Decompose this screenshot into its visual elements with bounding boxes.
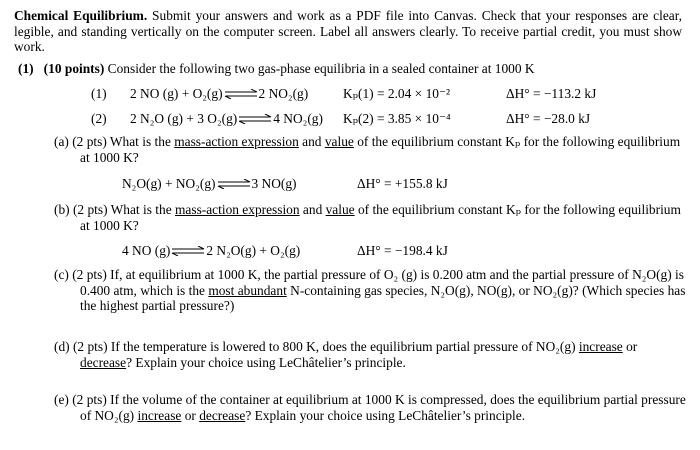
- reaction-2-equation: [130, 111, 323, 127]
- part-a-equation: N₂O(g) + NO₂(g) 3 NO(g): [122, 176, 297, 191]
- reaction-1-rhs: 2 NO₂(g): [258, 86, 309, 101]
- problem-1-header: [18, 61, 535, 77]
- part-b-equation: 4 NO (g) 2 N₂O(g) + O₂(g): [122, 243, 301, 258]
- problem-prompt: Consider the following two gas-phase equilibria in a sealed container at 1000 K: [107, 61, 535, 76]
- problem-number: (1): [18, 61, 34, 76]
- part-a-dh: ΔH° = +155.8 kJ: [357, 176, 448, 191]
- equilibrium-arrow-icon: [224, 89, 258, 99]
- part-b-question: (b) (2 pts) What is the mass-action expression and value of the equilibrium constant Kₚ for the following equilibrium at 1000 K?: [54, 202, 681, 233]
- part-b-dh: ΔH° = −198.4 kJ: [357, 243, 448, 258]
- intro-title: Chemical Equilibrium.: [14, 8, 148, 23]
- reaction-1-lhs: 2 NO (g) + O₂(g): [130, 86, 223, 101]
- reaction-2-label: (2): [91, 111, 107, 126]
- part-e-question: (e) (2 pts) If the volume of the container at equilibrium at 1000 K is compressed, does the equilibrium partial pressure of NO₂(g) increase or decrease? Explain your choice using LeChâtelier’s principle.: [54, 392, 686, 423]
- reaction-1-dh: ΔH° = −113.2 kJ: [506, 86, 597, 101]
- intro-paragraph: [14, 8, 682, 55]
- part-d-question: (d) (2 pts) If the temperature is lowered to 800 K, does the equilibrium partial pressure of NO₂(g) increase or decrease? Explain your choice using LeChâtelier’s principle.: [54, 339, 638, 370]
- equilibrium-arrow-icon: [238, 114, 272, 124]
- problem-points: (10 points): [43, 61, 105, 76]
- reaction-1-kp: Kₚ(1) = 2.04 × 10⁻²: [343, 86, 451, 101]
- reaction-2-kp: Kₚ(2) = 3.85 × 10⁻⁴: [343, 111, 451, 126]
- part-c-question: (c) (2 pts) If, at equilibrium at 1000 K, the partial pressure of O₂ (g) is 0.200 atm and the partial pressure of N₂O(g) is 0.400 atm, which is the most abundant N-containing gas species, N₂O(g), NO(g), or NO₂(g)? (Which species has the highest partial pressure?): [54, 267, 686, 314]
- reaction-1-equation: [130, 86, 308, 102]
- reaction-2-rhs: 4 NO₂(g): [273, 111, 323, 126]
- equilibrium-arrow-icon: [217, 179, 251, 189]
- reaction-2-lhs: 2 N₂O (g) + 3 O₂(g): [130, 111, 238, 126]
- part-a-question: (a) (2 pts) What is the mass-action expression and value of the equilibrium constant Kₚ for the following equilibrium at 1000 K?: [54, 134, 681, 165]
- reaction-2-dh: ΔH° = −28.0 kJ: [506, 111, 591, 126]
- equilibrium-arrow-icon: [171, 246, 205, 256]
- intro-text: Submit your answers and work as a PDF file into Canvas. Check that your responses are clear, legible, and standing vertically on the computer screen. Label all answers clearly. To receive partial credit, you must show work.: [14, 8, 682, 55]
- reaction-1-label: (1): [91, 86, 107, 101]
